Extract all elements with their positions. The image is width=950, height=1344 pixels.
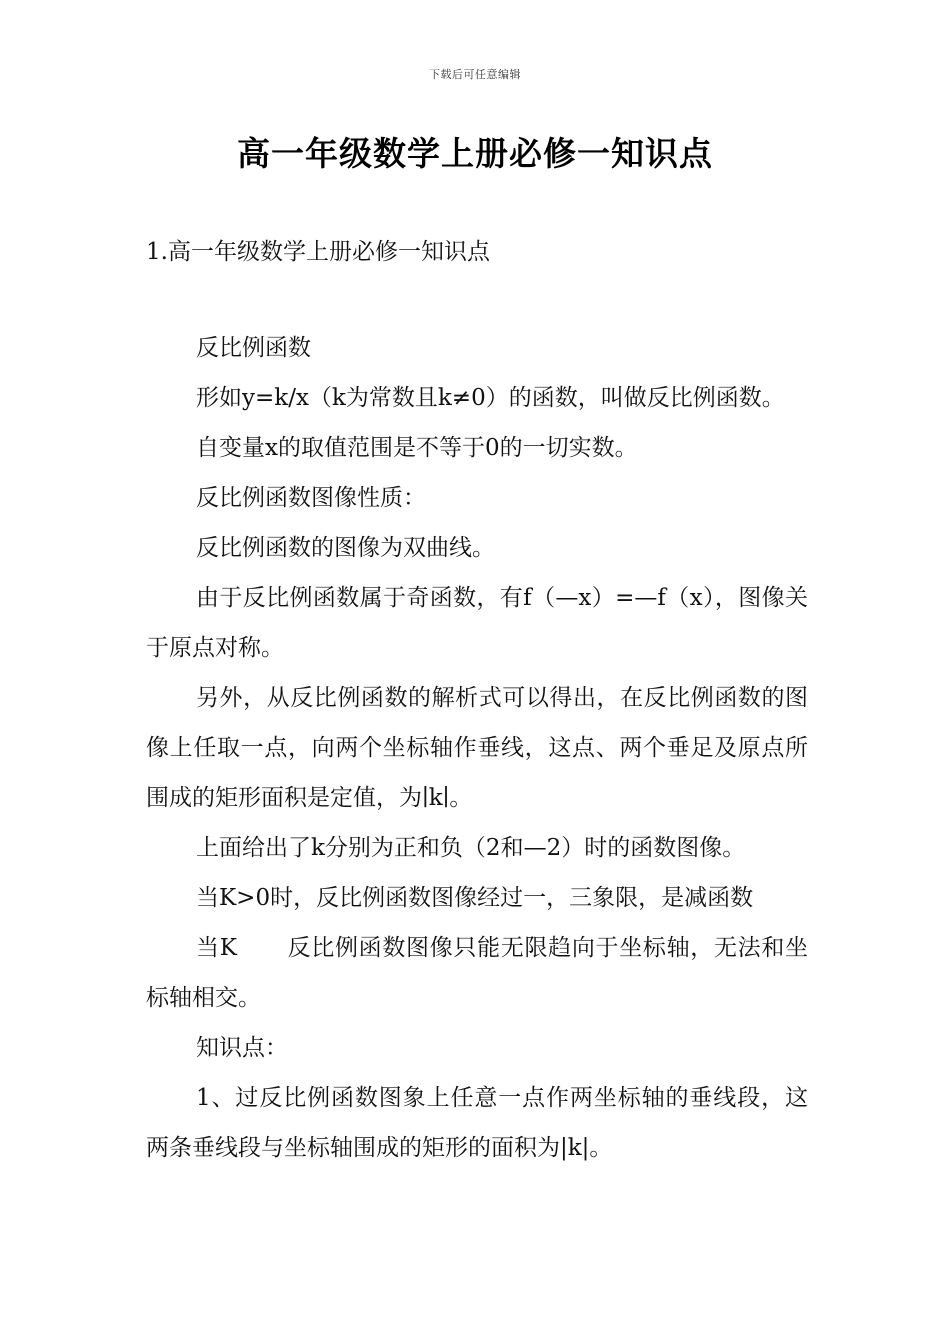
paragraph-k-positive: 当K>0时，反比例函数图像经过一，三象限，是减函数: [196, 885, 754, 911]
paragraph-graph-examples: 上面给出了k分别为正和负（2和—2）时的函数图像。: [196, 835, 746, 861]
paragraph-graph-properties-heading: 反比例函数图像性质：: [196, 485, 426, 511]
header-note: 下载后可任意编辑: [429, 68, 521, 81]
paragraph-definition: 形如y=k/x（k为常数且k≠0）的函数，叫做反比例函数。: [196, 385, 785, 411]
k-negative-start: 当K: [196, 935, 237, 961]
paragraph-knowledge-point-1: 1、过反比例函数图象上任意一点作两坐标轴的垂线段，这两条垂线段与坐标轴围成的矩形的面积为|k|。: [146, 1085, 808, 1161]
paragraph-knowledge-points-heading: 知识点：: [196, 1035, 288, 1061]
document-body: [146, 323, 808, 1173]
paragraph-inverse-function: 反比例函数: [196, 335, 311, 361]
document-title: 高一年级数学上册必修一知识点: [237, 134, 713, 173]
paragraph-k-negative: [146, 923, 808, 1023]
k-negative-rest: 反比例函数图像只能无限趋向于坐标轴，无法和坐标轴相交。: [146, 935, 808, 1011]
section-heading: 1.高一年级数学上册必修一知识点: [146, 239, 490, 265]
paragraph-hyperbola: 反比例函数的图像为双曲线。: [196, 535, 495, 561]
paragraph-domain: 自变量x的取值范围是不等于0的一切实数。: [196, 435, 638, 461]
paragraph-rectangle-area: 另外，从反比例函数的解析式可以得出，在反比例函数的图像上任取一点，向两个坐标轴作垂线，这点、两个垂足及原点所围成的矩形面积是定值，为∣k∣。: [146, 685, 808, 811]
paragraph-odd-function: 由于反比例函数属于奇函数，有f（—x）=—f（x），图像关于原点对称。: [146, 585, 808, 661]
